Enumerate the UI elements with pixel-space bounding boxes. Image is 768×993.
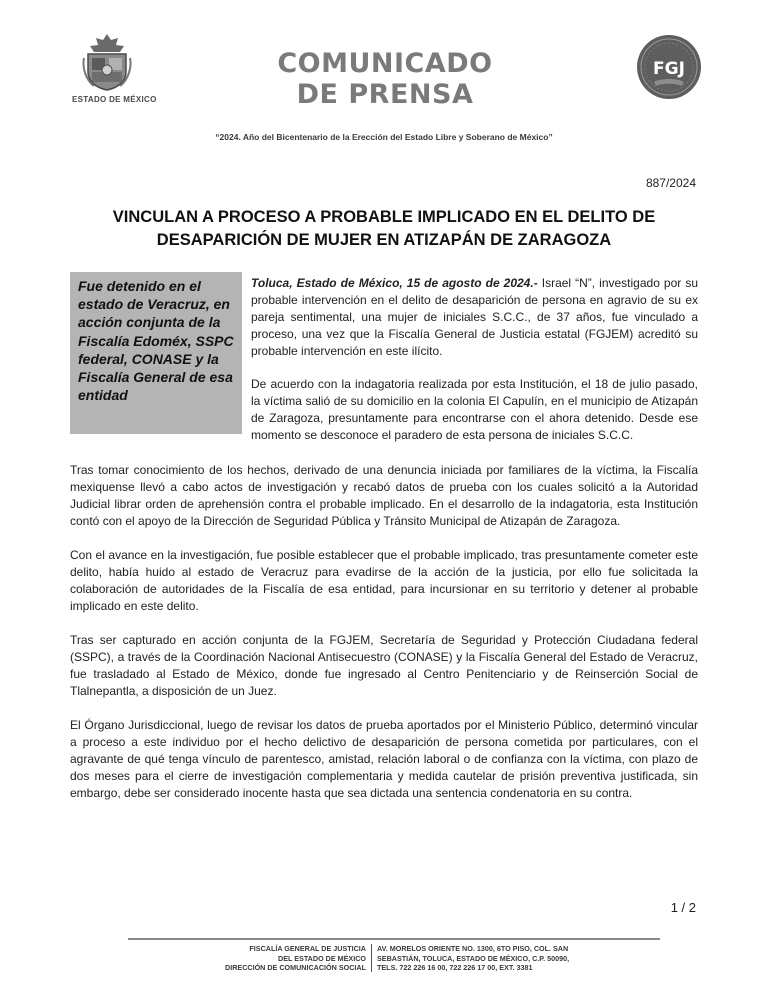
fgj-seal-icon: [636, 34, 702, 100]
footer-right-line-1: AV. MORELOS ORIENTE NO. 1300, 6TO PISO, COL. SAN: [377, 944, 569, 953]
footer-left-line-3: DIRECCIÓN DE COMUNICACIÓN SOCIAL: [225, 963, 366, 972]
page-number: 1 / 2: [670, 900, 696, 915]
year-motto: “2024. Año del Bicentenario de la Erección del Estado Libre y Soberano de México”: [215, 132, 553, 142]
footer-divider: [128, 938, 660, 940]
paragraph-1-text: Israel “N”, investigado por su probable intervención en el delito de desaparición de persona en agravio de su ex pareja sentimental, una mujer de iniciales S.C.C., de 37 años, fue vinculado a proceso, una vez que la Fiscalía General de Justicia estatal (FGJEM) acreditó su probable intervención en este ilícito.: [251, 276, 698, 358]
headline: VINCULAN A PROCESO A PROBABLE IMPLICADO EN EL DELITO DE DESAPARICIÓN DE MUJER EN ATIZAPÁN DE ZARAGOZA: [112, 208, 656, 249]
page-header: [0, 28, 768, 118]
page-title: [240, 48, 530, 110]
summary-text: Fue detenido en el estado de Veracruz, en acción conjunta de la Fiscalía Edoméx, SSPC federal, CONASE y la Fiscalía General de esa entidad: [78, 278, 234, 404]
footer-right-line-3: TELS. 722 226 16 00, 722 226 17 00, EXT. 3381: [377, 963, 533, 972]
footer-left-line-1: FISCALÍA GENERAL DE JUSTICIA: [249, 944, 366, 953]
title-line-1: COMUNICADO: [277, 48, 493, 79]
footer-separator: [371, 944, 372, 972]
dateline: Toluca, Estado de México, 15 de agosto de 2024.-: [251, 276, 538, 290]
fgj-seal-text: FGJ: [653, 59, 685, 79]
footer-right-line-2: SEBASTIÁN, TOLUCA, ESTADO DE MÉXICO, C.P. 50090,: [377, 953, 570, 963]
left-logo-caption: ESTADO DE MÉXICO: [72, 95, 157, 104]
estado-de-mexico-logo: [72, 32, 157, 104]
footer-institution: [176, 944, 366, 973]
coat-of-arms-icon: [80, 32, 134, 92]
title-line-2: DE PRENSA: [296, 79, 474, 110]
footer-address: [377, 944, 627, 973]
paragraph-4: Con el avance en la investigación, fue posible establecer que el probable implicado, tras presuntamente cometer este delito, había huido al estado de Veracruz para evadirse de la acción de la justicia, por ello fue solicitada la colaboración de autoridades de la Fiscalía de esa entidad, para incursionar en su territorio y detener al probable implicado en este delito.: [70, 548, 698, 613]
paragraph-5: Tras ser capturado en acción conjunta de la FGJEM, Secretaría de Seguridad y Protección Ciudadana federal (SSPC), a través de la Coordinación Nacional Antisecuestro (CONASE) y la Fiscalía General del Estado de Veracruz, fue trasladado al Estado de México, donde fue ingresado al Centro Penitenciario y de Reinserción Social de Tlalnepantla, a disposición de un Juez.: [70, 633, 698, 698]
paragraph-1: [251, 275, 698, 360]
summary-box: [70, 272, 242, 434]
document-number: 887/2024: [645, 176, 696, 190]
paragraph-6: El Órgano Jurisdiccional, luego de revisar los datos de prueba aportados por el Ministerio Público, determinó vincular a proceso a este individuo por el hecho delictivo de desaparición de persona cometida por particulares, con el agravante de qué tenga vínculo de parentesco, amistad, relación laboral o de confianza con la víctima, con plazo de dos meses para el cierre de investigación complementaria y medida cautelar de prisión preventiva justificada, sin embargo, debe ser considerado inocente hasta que sea dictada una sentencia condenatoria en su contra.: [70, 718, 698, 800]
paragraph-3: Tras tomar conocimiento de los hechos, derivado de una denuncia iniciada por familiares de la víctima, la Fiscalía mexiquense llevó a cabo actos de investigación y recabó datos de prueba con los cuales solicitó a la Autoridad Judicial librar orden de aprehensión contra el probable implicado. En el desarrollo de la indagatoria, esta Institución contó con el apoyo de la Dirección de Seguridad Pública y Tránsito Municipal de Atizapán de Zaragoza.: [70, 463, 698, 528]
paragraph-2: De acuerdo con la indagatoria realizada por esta Institución, el 18 de julio pasado, la víctima salió de su domicilio en la colonia El Capulín, en el municipio de Atizapán de Zaragoza, presuntamente para encontrarse con el ahora detenido. Desde ese momento se desconoce el paradero de esta persona de iniciales S.C.C.: [251, 377, 698, 442]
footer-left-line-2: DEL ESTADO DE MÉXICO: [278, 953, 366, 963]
fgj-logo: [636, 34, 702, 105]
